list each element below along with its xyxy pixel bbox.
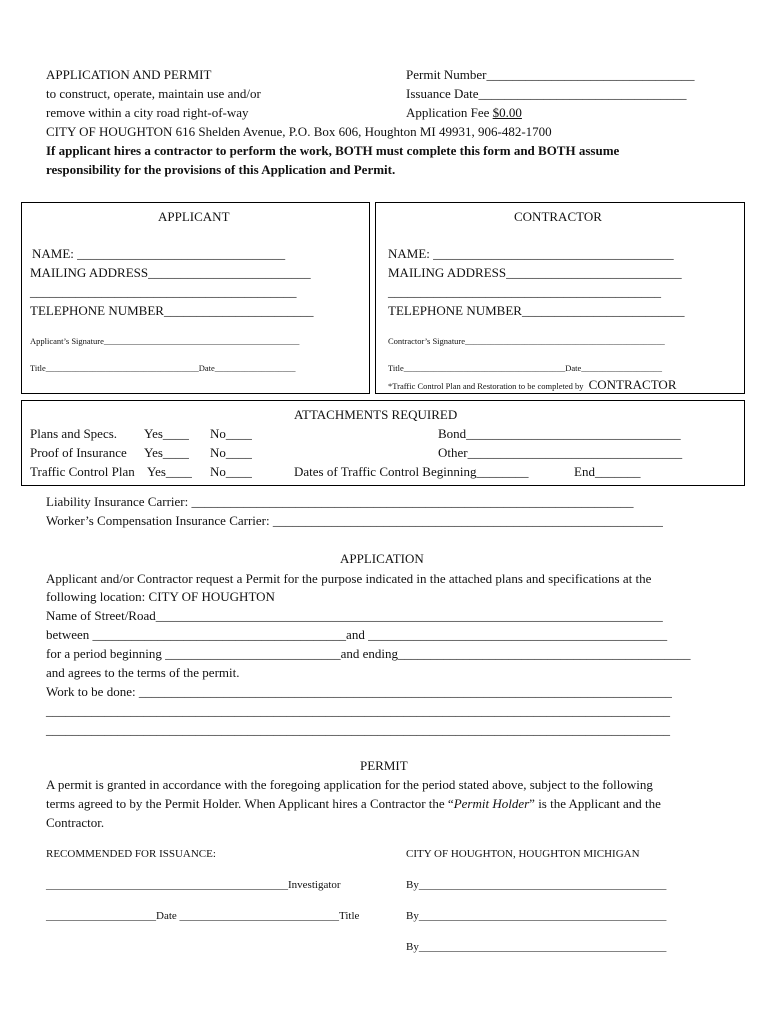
- work-line[interactable]: ________________________________________________________________________________________________: [46, 703, 670, 718]
- application-text: and agrees to the terms of the permit.: [46, 665, 240, 680]
- proof-insurance-label: Proof of Insurance: [30, 445, 127, 460]
- insurance-yes-field[interactable]: Yes____: [144, 445, 189, 460]
- contractor-title-date-field[interactable]: Title______________________________________Date___________________: [388, 363, 663, 373]
- contractor-name-field[interactable]: NAME: _____________________________________: [388, 246, 674, 261]
- application-fee-label: Application Fee: [406, 105, 493, 120]
- plans-no-field[interactable]: No____: [210, 426, 252, 441]
- permit-text: A permit is granted in accordance with the foregoing application for the period stated above, subject to the following: [46, 777, 653, 792]
- form-title: APPLICATION AND PERMIT: [46, 67, 212, 82]
- period-field[interactable]: for a period beginning ___________________________and ending_____________________________________________: [46, 646, 691, 661]
- contractor-address-line[interactable]: __________________________________________: [388, 284, 661, 299]
- notice-text: If applicant hires a contractor to perform the work, BOTH must complete this form and BOTH assume: [46, 143, 620, 158]
- traffic-control-note: [388, 377, 677, 393]
- workers-comp-field[interactable]: Worker’s Compensation Insurance Carrier: ____________________________________________________________: [46, 513, 663, 528]
- application-fee: [406, 106, 522, 119]
- contractor-heading: CONTRACTOR: [514, 209, 602, 224]
- plans-specs-label: Plans and Specs.: [30, 426, 118, 441]
- applicant-address-line[interactable]: _________________________________________: [30, 284, 297, 299]
- permit-text-part: terms agreed to by the Permit Holder. When Applicant hires a Contractor the “: [46, 796, 454, 811]
- investigator-field[interactable]: ____________________________________________Investigator: [46, 879, 341, 891]
- issuance-date-field[interactable]: Issuance Date________________________________: [406, 86, 687, 101]
- plans-yes-field[interactable]: Yes____: [144, 426, 189, 441]
- applicant-title-date-field[interactable]: Title____________________________________Date___________________: [30, 363, 296, 373]
- city-label: CITY OF HOUGHTON, HOUGHTON MICHIGAN: [406, 848, 640, 860]
- notice-text: responsibility for the provisions of this Application and Permit.: [46, 162, 396, 177]
- applicant-heading: APPLICANT: [158, 209, 230, 224]
- traffic-yes-field[interactable]: Yes____: [147, 464, 192, 479]
- traffic-dates-begin-field[interactable]: Dates of Traffic Control Beginning________: [294, 464, 529, 479]
- by-signature-field[interactable]: By_____________________________________________: [406, 941, 667, 953]
- insurance-no-field[interactable]: No____: [210, 445, 252, 460]
- contractor-mailing-field[interactable]: MAILING ADDRESS___________________________: [388, 265, 682, 280]
- between-field[interactable]: between _______________________________________and ______________________________________________: [46, 627, 668, 642]
- by-signature-field[interactable]: By_____________________________________________: [406, 879, 667, 891]
- traffic-control-note-party: CONTRACTOR: [588, 377, 677, 392]
- street-road-field[interactable]: Name of Street/Road______________________________________________________________________________: [46, 608, 663, 623]
- date-title-field[interactable]: ____________________Date _____________________________Title: [46, 910, 360, 922]
- permit-number-field[interactable]: Permit Number________________________________: [406, 67, 695, 82]
- permit-holder-term: Permit Holder: [453, 796, 530, 811]
- application-fee-value: $0.00: [492, 105, 522, 120]
- permit-text-part: ” is the Applicant and the: [529, 796, 661, 811]
- by-signature-field[interactable]: By_____________________________________________: [406, 910, 667, 922]
- city-address: CITY OF HOUGHTON 616 Shelden Avenue, P.O. Box 606, Houghton MI 49931, 906-482-1700: [46, 124, 552, 139]
- other-field[interactable]: Other_________________________________: [438, 445, 683, 460]
- contractor-telephone-field[interactable]: TELEPHONE NUMBER_________________________: [388, 303, 685, 318]
- traffic-control-plan-label: Traffic Control Plan: [30, 464, 135, 479]
- application-text: following location: CITY OF HOUGHTON: [46, 589, 275, 604]
- application-heading: APPLICATION: [340, 551, 424, 566]
- applicant-name-field[interactable]: NAME: ________________________________: [32, 246, 286, 261]
- traffic-dates-end-field[interactable]: End_______: [574, 464, 641, 479]
- liability-insurance-field[interactable]: Liability Insurance Carrier: ____________________________________________________________________: [46, 494, 634, 509]
- traffic-no-field[interactable]: No____: [210, 464, 252, 479]
- applicant-mailing-field[interactable]: MAILING ADDRESS_________________________: [30, 265, 311, 280]
- applicant-signature-field[interactable]: Applicant’s Signature______________________________________________: [30, 336, 300, 346]
- applicant-telephone-field[interactable]: TELEPHONE NUMBER_______________________: [30, 303, 314, 318]
- form-subtitle-line: remove within a city road right-of-way: [46, 105, 249, 120]
- form-subtitle-line: to construct, operate, maintain use and/or: [46, 86, 261, 101]
- work-to-be-done-field[interactable]: Work to be done: __________________________________________________________________________________: [46, 684, 672, 699]
- permit-heading: PERMIT: [360, 758, 408, 773]
- application-text: Applicant and/or Contractor request a Permit for the purpose indicated in the attached plans and specifications at the: [46, 571, 652, 586]
- permit-text: [46, 797, 661, 810]
- recommended-label: RECOMMENDED FOR ISSUANCE:: [46, 848, 216, 860]
- attachments-heading: ATTACHMENTS REQUIRED: [294, 407, 458, 422]
- work-line[interactable]: ________________________________________________________________________________________________: [46, 722, 670, 737]
- contractor-signature-field[interactable]: Contractor’s Signature_______________________________________________: [388, 336, 665, 346]
- bond-field[interactable]: Bond_________________________________: [438, 426, 681, 441]
- permit-text: Contractor.: [46, 815, 105, 830]
- traffic-control-note-text: *Traffic Control Plan and Restoration to be completed by: [388, 381, 586, 391]
